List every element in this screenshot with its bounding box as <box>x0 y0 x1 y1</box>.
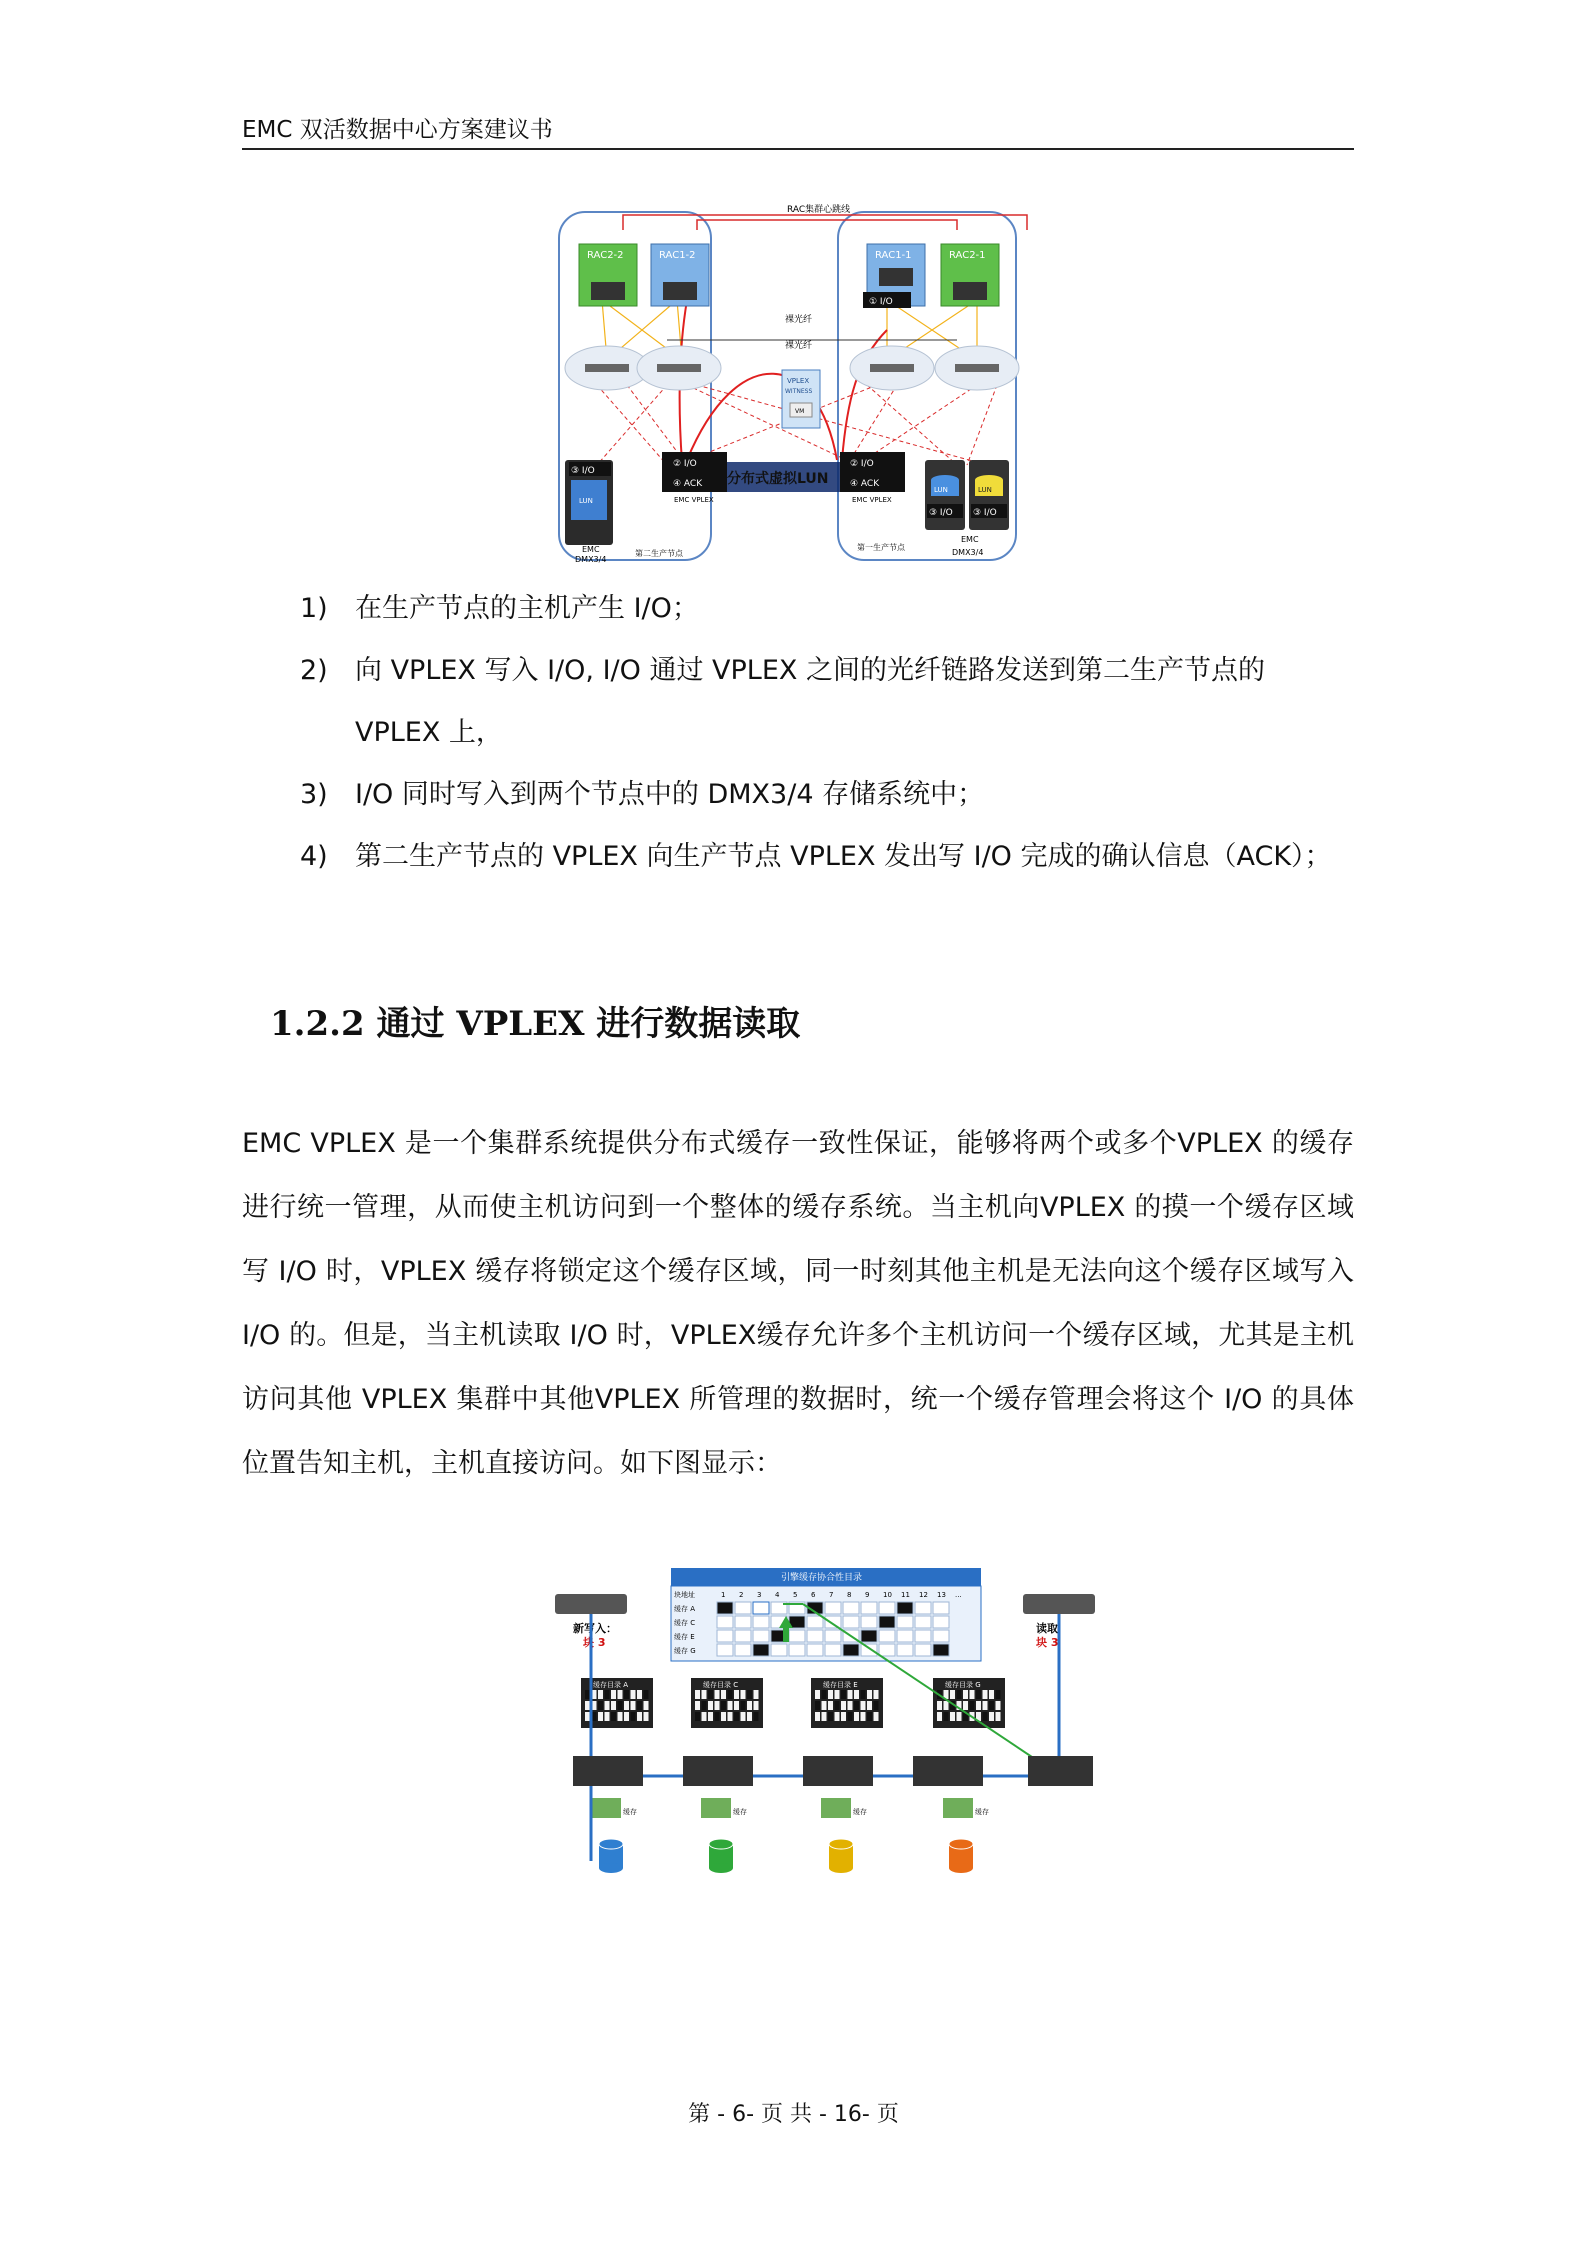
table-cell <box>717 1630 733 1642</box>
memory-module <box>943 1798 973 1818</box>
table-cell <box>771 1644 787 1656</box>
dmx-left: DMX3/4 <box>575 555 607 563</box>
table-cell <box>735 1602 751 1614</box>
svg-text:缓存 A: 缓存 A <box>674 1605 696 1613</box>
page-footer: 第 - 6- 页 共 - 16- 页 <box>688 2102 899 2127</box>
emc-left: EMC <box>582 545 600 554</box>
column-label: 11 <box>901 1591 910 1599</box>
section-heading: 1.2.2 通过 VPLEX 进行数据读取 <box>270 1004 801 1044</box>
svg-text:LUN: LUN <box>579 497 593 505</box>
site2-label: 第二生产节点 <box>635 549 683 558</box>
svg-text:LUN: LUN <box>934 486 948 494</box>
host-right <box>1023 1594 1095 1614</box>
column-label: 3 <box>757 1591 762 1599</box>
column-label: 13 <box>937 1591 946 1599</box>
svg-text:④ ACK: ④ ACK <box>673 479 703 489</box>
distributed-lun-label: 分布式虚拟LUN <box>727 471 829 487</box>
svg-text:② I/O: ② I/O <box>673 459 697 469</box>
read-block: 块 3 <box>1036 1636 1059 1649</box>
table-cell <box>879 1630 895 1642</box>
column-label: 10 <box>883 1591 892 1599</box>
svg-text:WITNESS: WITNESS <box>785 388 813 395</box>
table-cell <box>915 1602 931 1614</box>
table-cell <box>897 1630 913 1642</box>
svg-text:③ I/O: ③ I/O <box>973 508 997 518</box>
table-cell <box>807 1630 823 1642</box>
cache-label: 缓存 <box>853 1808 867 1816</box>
host-rac1-2 <box>651 244 709 306</box>
table-cell <box>861 1616 877 1628</box>
disk-icon <box>949 1839 973 1873</box>
table-cell <box>933 1602 949 1614</box>
svg-text:RAC2-1: RAC2-1 <box>949 250 986 261</box>
cache-label: 缓存 <box>975 1808 989 1816</box>
table-cell <box>807 1616 823 1628</box>
table-cell <box>717 1602 733 1614</box>
column-label: 2 <box>739 1591 744 1599</box>
table-cell <box>753 1630 769 1642</box>
io1-label: ① I/O <box>869 297 893 307</box>
svg-text:缓存 E: 缓存 E <box>674 1633 695 1641</box>
column-label: ... <box>955 1591 962 1599</box>
memory-module <box>591 1798 621 1818</box>
svg-text:VPLEX: VPLEX <box>787 377 810 385</box>
table-cell <box>879 1616 895 1628</box>
table-cell <box>789 1644 805 1656</box>
svg-text:③ I/O: ③ I/O <box>571 466 595 476</box>
table-cell <box>789 1630 805 1642</box>
vplex-label-right: EMC VPLEX <box>852 496 892 504</box>
table-cell <box>933 1616 949 1628</box>
host-rac2-2 <box>579 244 637 306</box>
table-cell <box>879 1644 895 1656</box>
vplex-label-left: EMC VPLEX <box>674 496 714 504</box>
disk-icon <box>709 1839 733 1873</box>
svg-text:④ ACK: ④ ACK <box>850 479 880 489</box>
host-left <box>555 1594 627 1614</box>
cache-directory-box <box>811 1678 883 1818</box>
column-label: 4 <box>775 1591 780 1599</box>
fiber-label-1: 裸光纤 <box>785 315 813 325</box>
cache-directory-label: 缓存目录 E <box>823 1681 858 1689</box>
svg-text:RAC1-2: RAC1-2 <box>659 250 696 261</box>
table-cell <box>735 1630 751 1642</box>
storage-right-2 <box>969 460 1009 530</box>
list-item: 4) 第二生产节点的 VPLEX 向生产节点 VPLEX 发出写 I/O 完成的确认信息（ACK）； <box>300 841 1332 872</box>
table-cell <box>753 1602 769 1614</box>
vplex-write-diagram <box>557 200 1097 563</box>
table-cell <box>915 1644 931 1656</box>
list-item: 2) 向 VPLEX 写入 I/O, I/O 通过 VPLEX 之间的光纤链路发送到第二生产节点的 VPLEX 上， <box>300 655 1265 748</box>
svg-text:② I/O: ② I/O <box>850 459 874 469</box>
disk-icon <box>829 1839 853 1873</box>
site1-label: 第一生产节点 <box>857 543 905 552</box>
host-rac2-1 <box>941 244 999 306</box>
table-cell <box>807 1644 823 1656</box>
vplex-witness <box>782 370 820 428</box>
table-cell <box>897 1602 913 1614</box>
table-cell <box>735 1616 751 1628</box>
column-label: 1 <box>721 1591 726 1599</box>
storage-right-1 <box>925 460 965 530</box>
table-cell <box>861 1602 877 1614</box>
table-cell <box>825 1602 841 1614</box>
table-cell <box>861 1644 877 1656</box>
disk-icon <box>599 1839 623 1873</box>
table-cell <box>717 1644 733 1656</box>
emc-right: EMC <box>961 535 979 544</box>
table-cell <box>933 1644 949 1656</box>
memory-module <box>701 1798 731 1818</box>
svg-text:③ I/O: ③ I/O <box>929 508 953 518</box>
heartbeat-label: RAC集群心跳线 <box>787 205 851 215</box>
column-label: 12 <box>919 1591 928 1599</box>
column-label: 8 <box>847 1591 852 1599</box>
list-item: 3) I/O 同时写入到两个节点中的 DMX3/4 存储系统中； <box>300 779 985 810</box>
cache-coherency-diagram <box>553 1566 1098 1878</box>
svg-text:缓存 C: 缓存 C <box>674 1619 696 1627</box>
table-cell <box>753 1644 769 1656</box>
table-cell <box>915 1616 931 1628</box>
cache-label: 缓存 <box>733 1808 747 1816</box>
write-block: 块 3 <box>583 1636 606 1649</box>
memory-module <box>821 1798 851 1818</box>
table-cell <box>897 1644 913 1656</box>
table-cell <box>897 1616 913 1628</box>
table-cell <box>735 1644 751 1656</box>
table-cell <box>825 1644 841 1656</box>
table-cell <box>717 1616 733 1628</box>
cache-directory-label: 缓存目录 G <box>945 1681 981 1689</box>
cache-directory-label: 缓存目录 A <box>593 1681 629 1689</box>
cache-label: 缓存 <box>623 1808 637 1816</box>
table-cell <box>825 1616 841 1628</box>
table-cell <box>933 1630 949 1642</box>
dmx-right: DMX3/4 <box>952 548 984 557</box>
steps-list <box>300 578 1355 888</box>
list-item: 1) 在生产节点的主机产生 I/O； <box>300 593 699 624</box>
read-label: 读取 <box>1036 1622 1058 1635</box>
svg-text:RAC1-1: RAC1-1 <box>875 250 912 261</box>
body-paragraph: EMC VPLEX 是一个集群系统提供分布式缓存一致性保证，能够将两个或多个VPLEX 的缓存进行统一管理，从而使主机访问到一个整体的缓存系统。当主机向VPLEX 的摸一个缓存区域写 I/O 时，VPLEX 缓存将锁定这个缓存区域，同一时刻其他主机是无法向这个缓存区域写入 I/O 的。但是，当主机读取 I/O 时，VPLEX缓存允许多个主机访问一个缓存区域，尤其是主机访问其他 VPLEX 集群中其他VPLEX 所管理的数据时，统一个缓存管理会将这个 I/O 的具体位置告知主机，主机直接访问。如下图显示： <box>242 1128 1354 1479</box>
table-title: 引擎缓存协合性目录 <box>781 1573 863 1583</box>
svg-text:VM: VM <box>795 408 805 415</box>
table-cell <box>825 1630 841 1642</box>
svg-text:RAC2-2: RAC2-2 <box>587 250 624 261</box>
table-cell <box>753 1616 769 1628</box>
cache-directory-box <box>691 1678 763 1818</box>
header-title: EMC 双活数据中心方案建议书 <box>242 117 553 143</box>
table-cell <box>843 1602 859 1614</box>
column-label: 9 <box>865 1591 870 1599</box>
table-cell <box>843 1616 859 1628</box>
column-label: 6 <box>811 1591 816 1599</box>
cache-directory-label: 缓存目录 C <box>703 1681 739 1689</box>
table-cell <box>861 1630 877 1642</box>
svg-text:缓存 G: 缓存 G <box>674 1647 696 1655</box>
table-cell <box>843 1644 859 1656</box>
write-label: 新写入： <box>573 1622 617 1635</box>
table-cell <box>879 1602 895 1614</box>
svg-text:LUN: LUN <box>978 486 992 494</box>
storage-left <box>565 460 613 545</box>
column-label: 7 <box>829 1591 834 1599</box>
column-label: 5 <box>793 1591 798 1599</box>
svg-text:块地址: 块地址 <box>674 1591 695 1599</box>
page-header <box>242 110 1354 150</box>
table-cell <box>915 1630 931 1642</box>
fiber-label-2: 裸光纤 <box>785 341 813 351</box>
